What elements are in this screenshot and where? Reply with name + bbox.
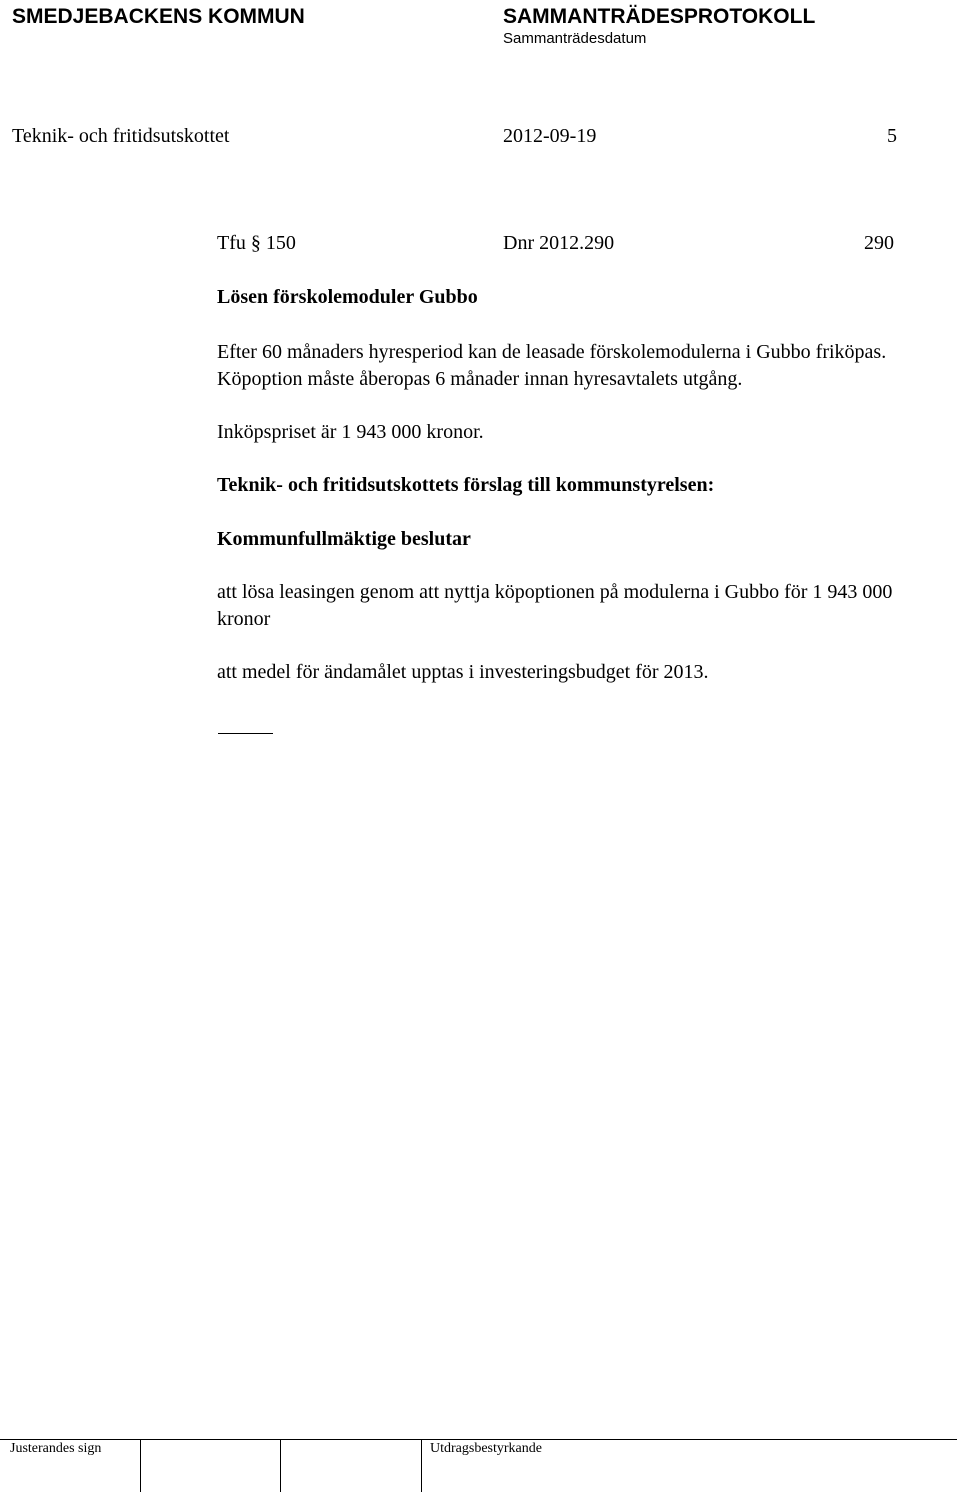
paragraph-ref: Tfu § 150: [217, 232, 296, 254]
body-paragraph-2: Inköpspriset är 1 943 000 kronor.: [217, 421, 484, 443]
committee-name: Teknik- och fritidsutskottet: [12, 125, 230, 147]
municipality-name: SMEDJEBACKENS KOMMUN: [12, 5, 305, 28]
body-paragraph-1: Efter 60 månaders hyresperiod kan de leasade förskolemodulerna i Gubbo friköpas. Köpoption måste åberopas 6 månader innan hyresavtalets utgång.: [217, 341, 887, 390]
decision-clause-1: att lösa leasingen genom att nyttja köpoptionen på modulerna i Gubbo för 1 943 000 kronor: [217, 581, 893, 630]
protocol-title: SAMMANTRÄDESPROTOKOLL: [503, 5, 816, 28]
signatures-label: Justerandes sign: [10, 1441, 102, 1456]
meeting-date: 2012-09-19: [503, 125, 597, 147]
decision-heading: Kommunfullmäktige beslutar: [217, 528, 471, 550]
decision-clause-2: att medel för ändamålet upptas i investeringsbudget för 2013.: [217, 661, 709, 683]
dnr: Dnr 2012.290: [503, 232, 615, 254]
end-rule: [218, 733, 273, 734]
footer-top-border: [0, 1439, 957, 1440]
signature-divider-3: [421, 1439, 422, 1492]
proposal-heading: Teknik- och fritidsutskottets förslag till kommunstyrelsen:: [217, 474, 715, 496]
item-title: Lösen förskolemoduler Gubbo: [217, 286, 478, 308]
meeting-date-label: Sammanträdesdatum: [503, 30, 647, 47]
signature-divider-2: [280, 1439, 281, 1492]
page-number: 5: [887, 125, 897, 147]
certification-label: Utdragsbestyrkande: [430, 1441, 542, 1456]
item-code: 290: [864, 232, 894, 254]
signature-divider-1: [140, 1439, 141, 1492]
